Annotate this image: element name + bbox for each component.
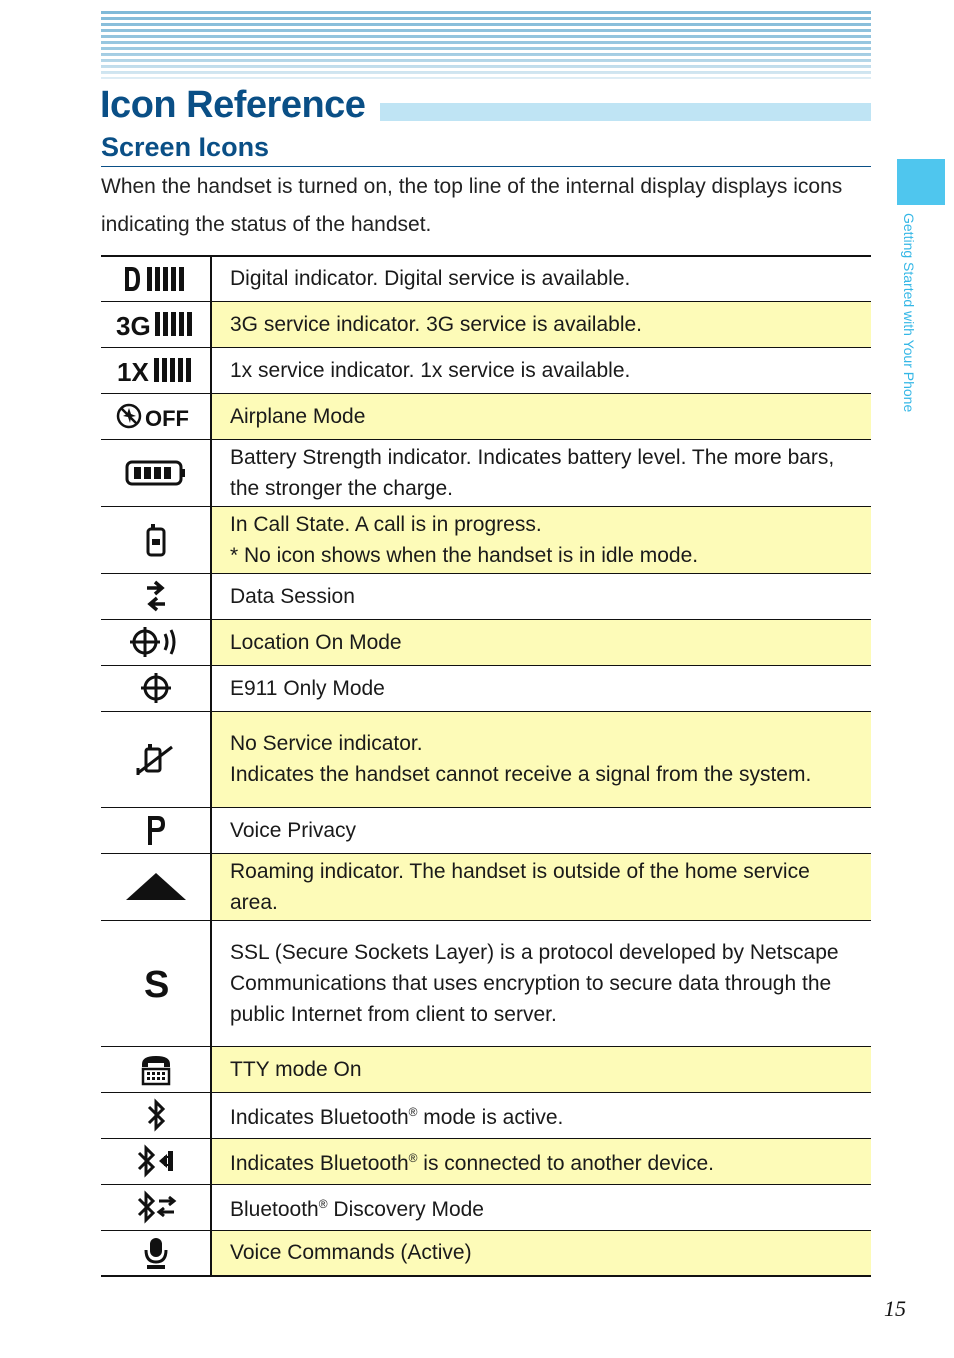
description-text — [230, 1189, 859, 1225]
table-row — [101, 1092, 871, 1138]
icon-cell — [101, 920, 211, 1046]
table-row — [101, 807, 871, 853]
ssl-icon — [143, 964, 169, 1002]
icon-cell — [101, 665, 211, 711]
table-row — [101, 1138, 871, 1184]
airplane-off-icon — [115, 401, 197, 431]
bluetooth-connected-icon — [134, 1143, 178, 1179]
svg-text:S: S — [143, 964, 169, 1002]
description-cell — [211, 506, 871, 573]
table-row — [101, 853, 871, 920]
voice-privacy-icon — [144, 813, 168, 847]
description-text: Location On Mode — [230, 630, 402, 654]
registered-mark: ® — [408, 1151, 418, 1165]
description-text: E911 Only Mode — [230, 676, 385, 700]
bluetooth-icon — [144, 1097, 168, 1133]
description-cell — [211, 347, 871, 393]
icon-cell — [101, 301, 211, 347]
description-cell — [211, 807, 871, 853]
side-tab-marker — [897, 159, 945, 205]
description-cell — [211, 665, 871, 711]
icon-cell — [101, 807, 211, 853]
description-text — [230, 1143, 859, 1179]
table-row — [101, 920, 871, 1046]
table-row — [101, 665, 871, 711]
svg-text:1X: 1X — [116, 357, 149, 385]
description-text-start: Indicates Bluetooth — [230, 1106, 409, 1129]
description-cell — [211, 393, 871, 439]
icon-cell — [101, 1230, 211, 1276]
table-row — [101, 1230, 871, 1276]
description-text — [230, 1097, 859, 1133]
description-text-start: Bluetooth — [230, 1198, 319, 1221]
table-row — [101, 347, 871, 393]
description-text: Battery Strength indicator. Indicates battery level. The more bars, the stronger the charge. — [230, 445, 835, 500]
location-on-icon — [128, 625, 184, 659]
header-stripe-fade — [101, 11, 871, 79]
table-row — [101, 301, 871, 347]
icon-reference-table — [101, 255, 871, 1277]
battery-icon — [125, 458, 187, 488]
icon-cell — [101, 1184, 211, 1230]
description-cell — [211, 619, 871, 665]
section-divider — [101, 166, 871, 167]
registered-mark: ® — [318, 1197, 328, 1211]
description-text: Digital indicator. Digital service is available. — [230, 267, 631, 291]
digital-signal-icon — [121, 264, 191, 294]
icon-cell — [101, 439, 211, 506]
table-row — [101, 573, 871, 619]
table-row — [101, 256, 871, 301]
icon-cell — [101, 393, 211, 439]
description-detail: Indicates the handset cannot receive a signal from the system. — [230, 763, 812, 786]
table-row — [101, 619, 871, 665]
description-cell — [211, 1184, 871, 1230]
in-call-icon — [141, 522, 171, 558]
roaming-icon — [124, 870, 188, 904]
table-row — [101, 1046, 871, 1092]
description-text: Airplane Mode — [230, 404, 366, 428]
icon-cell — [101, 1092, 211, 1138]
voice-commands-icon — [141, 1235, 171, 1271]
e911-icon — [138, 671, 174, 705]
description-text-end: is connected to another device. — [417, 1152, 714, 1175]
description-cell — [211, 439, 871, 506]
description-cell — [211, 1092, 871, 1138]
description-text-start: Indicates Bluetooth — [230, 1152, 409, 1175]
registered-mark: ® — [408, 1105, 418, 1119]
no-service-icon — [134, 741, 178, 777]
description-cell — [211, 711, 871, 807]
description-text: SSL (Secure Sockets Layer) is a protocol developed by Netscape Communications that uses encryption to secure data through the public Internet from client to server. — [230, 940, 839, 1026]
page-number: 15 — [884, 1296, 906, 1321]
description-cell — [211, 1138, 871, 1184]
description-text: Roaming indicator. The handset is outside of the home service area. — [230, 859, 810, 914]
tty-icon — [138, 1052, 174, 1086]
description-note: * No icon shows when the handset is in idle mode. — [230, 543, 699, 567]
description-text: Voice Commands (Active) — [230, 1241, 472, 1265]
description-text: TTY mode On — [230, 1057, 362, 1081]
description-text: No Service indicator. — [230, 732, 423, 755]
title-accent-bar — [380, 103, 871, 121]
table-row — [101, 506, 871, 573]
icon-cell — [101, 573, 211, 619]
description-text: Voice Privacy — [230, 818, 357, 842]
data-session-icon — [141, 578, 171, 614]
icon-cell — [101, 1138, 211, 1184]
table-row — [101, 393, 871, 439]
1x-signal-icon — [116, 355, 196, 385]
icon-cell — [101, 1046, 211, 1092]
description-text: 1x service indicator. 1x service is available. — [230, 358, 631, 382]
description-text-end: Discovery Mode — [327, 1198, 484, 1221]
description-cell — [211, 1230, 871, 1276]
description-text-end: mode is active. — [417, 1106, 564, 1129]
3g-signal-icon — [115, 309, 197, 339]
description-cell — [211, 256, 871, 301]
svg-text:3G: 3G — [115, 311, 151, 339]
icon-cell — [101, 853, 211, 920]
icon-cell — [101, 711, 211, 807]
description-cell — [211, 1046, 871, 1092]
icon-cell — [101, 347, 211, 393]
intro-paragraph: When the handset is turned on, the top line of the internal display displays icons indicating the status of the handset. — [101, 175, 843, 236]
table-row — [101, 711, 871, 807]
description-text: Data Session — [230, 584, 355, 608]
section-title: Screen Icons — [101, 132, 270, 162]
description-cell — [211, 920, 871, 1046]
icon-cell — [101, 256, 211, 301]
description-cell — [211, 573, 871, 619]
description-cell — [211, 853, 871, 920]
description-cell — [211, 301, 871, 347]
side-chapter-label: Getting Started with Your Phone — [901, 213, 917, 413]
description-text: In Call State. A call is in progress. — [230, 512, 542, 536]
svg-text:OFF: OFF — [144, 406, 189, 431]
icon-cell — [101, 506, 211, 573]
icon-cell — [101, 619, 211, 665]
bluetooth-discovery-icon — [134, 1189, 178, 1225]
description-text: 3G service indicator. 3G service is available. — [230, 312, 643, 336]
table-row — [101, 439, 871, 506]
table-row — [101, 1184, 871, 1230]
page-title: Icon Reference — [100, 84, 366, 126]
